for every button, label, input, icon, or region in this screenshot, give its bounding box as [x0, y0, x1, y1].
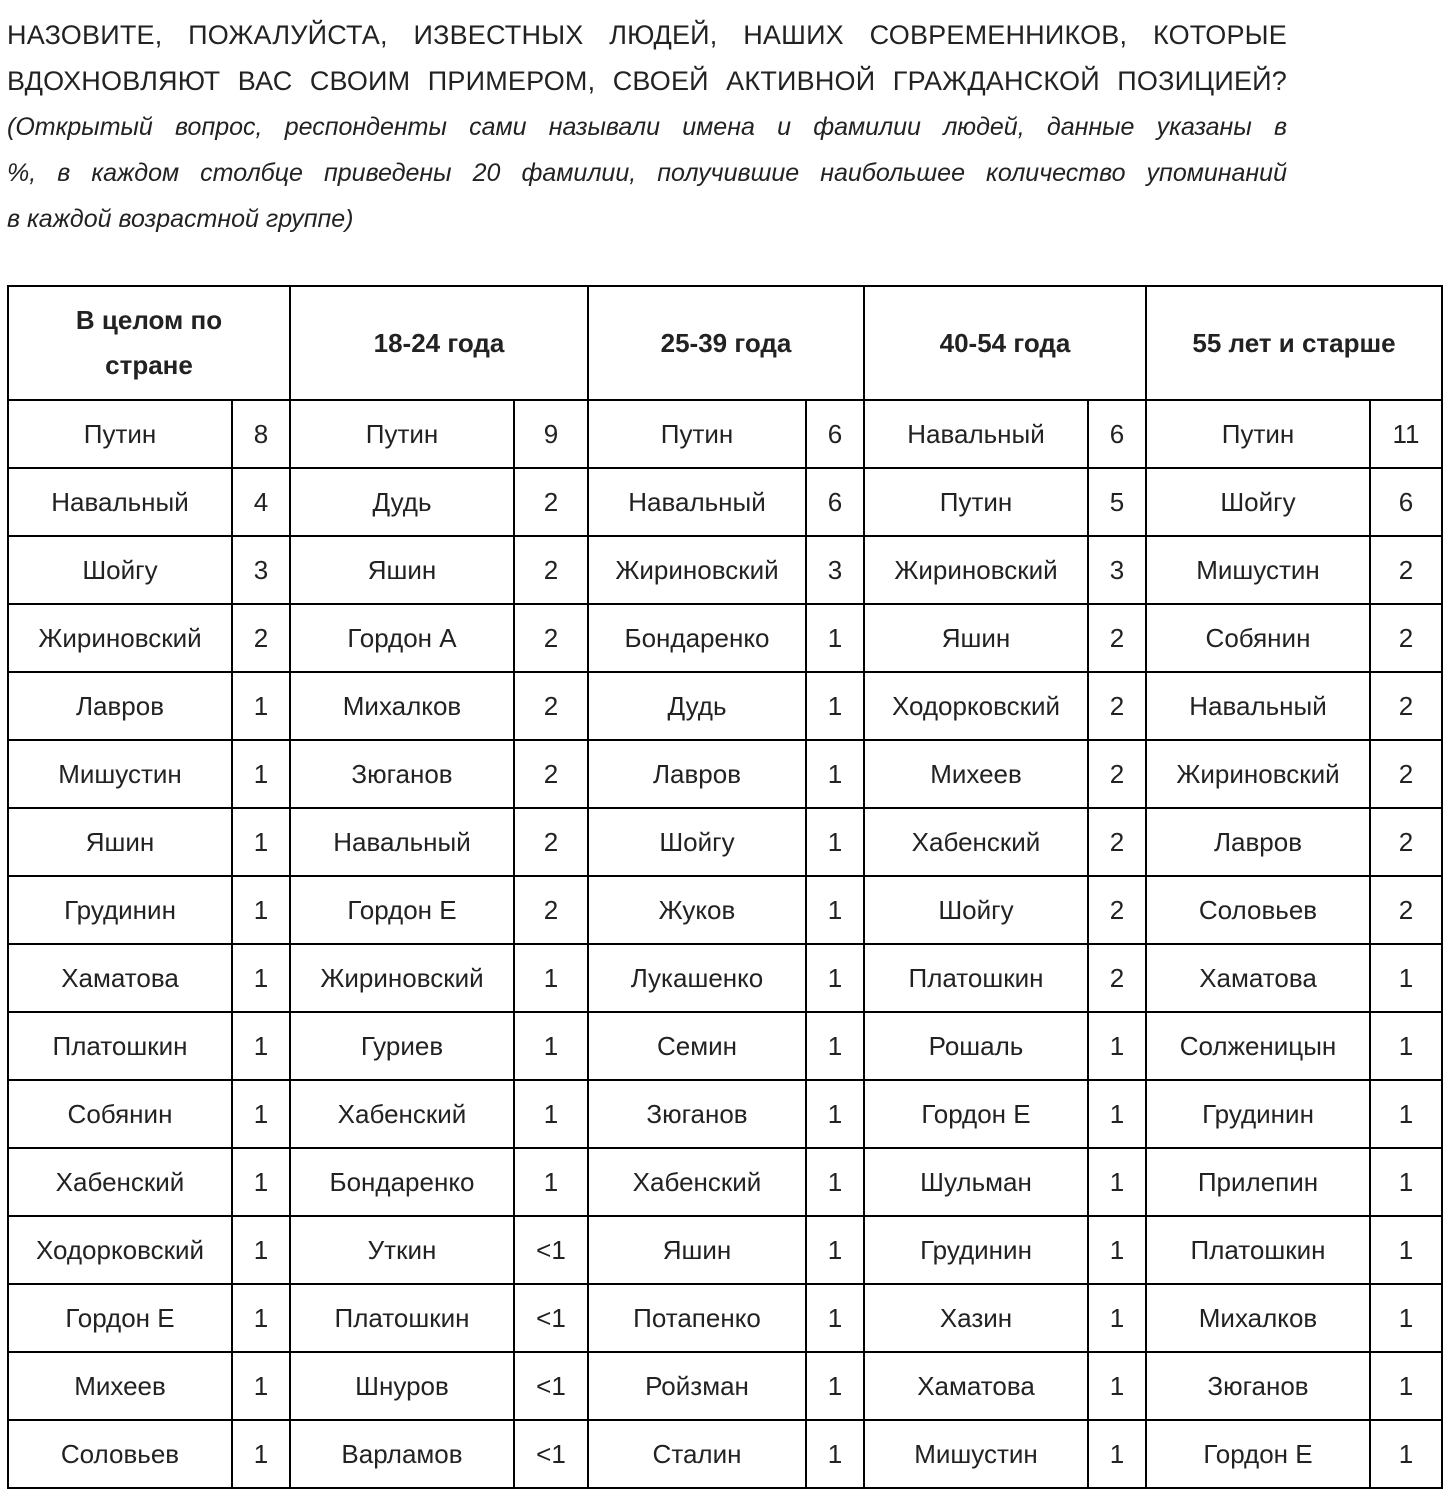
person-name-cell: Грудинин — [1146, 1080, 1370, 1148]
person-name-cell: Шнуров — [290, 1352, 514, 1420]
person-name-cell: Ходорковский — [864, 672, 1088, 740]
percent-value-cell: 1 — [232, 1284, 290, 1352]
percent-value-cell: 1 — [1370, 1080, 1442, 1148]
percent-value-cell: 3 — [806, 536, 864, 604]
person-name-cell: Лавров — [8, 672, 232, 740]
table-body — [8, 400, 1442, 1488]
percent-value-cell: <1 — [514, 1420, 588, 1488]
question-note — [7, 104, 1287, 242]
person-name-cell: Мишустин — [864, 1420, 1088, 1488]
person-name-cell: Рошаль — [864, 1012, 1088, 1080]
percent-value-cell: 6 — [1088, 400, 1146, 468]
person-name-cell: Семин — [588, 1012, 806, 1080]
percent-value-cell: 9 — [514, 400, 588, 468]
table-row — [8, 876, 1442, 944]
person-name-cell: Платошкин — [864, 944, 1088, 1012]
percent-value-cell: 2 — [232, 604, 290, 672]
person-name-cell: Михалков — [1146, 1284, 1370, 1352]
percent-value-cell: 4 — [232, 468, 290, 536]
percent-value-cell: 2 — [1370, 536, 1442, 604]
percent-value-cell: 2 — [1088, 808, 1146, 876]
table-row — [8, 604, 1442, 672]
person-name-cell: Хабенский — [588, 1148, 806, 1216]
person-name-cell: Соловьев — [1146, 876, 1370, 944]
percent-value-cell: 1 — [1088, 1352, 1146, 1420]
percent-value-cell: 1 — [1370, 1420, 1442, 1488]
note-line: в каждой возрастной группе) — [7, 205, 354, 233]
person-name-cell: Путин — [1146, 400, 1370, 468]
percent-value-cell: 5 — [1088, 468, 1146, 536]
person-name-cell: Шойгу — [588, 808, 806, 876]
percent-value-cell: 1 — [232, 740, 290, 808]
person-name-cell: Прилепин — [1146, 1148, 1370, 1216]
person-name-cell: Путин — [290, 400, 514, 468]
percent-value-cell: 1 — [1370, 944, 1442, 1012]
percent-value-cell: 1 — [806, 1216, 864, 1284]
percent-value-cell: 1 — [232, 1012, 290, 1080]
percent-value-cell: 2 — [1370, 604, 1442, 672]
percent-value-cell: 1 — [1088, 1420, 1146, 1488]
percent-value-cell: 1 — [806, 1420, 864, 1488]
percent-value-cell: 6 — [806, 400, 864, 468]
percent-value-cell: 1 — [806, 740, 864, 808]
percent-value-cell: 1 — [806, 808, 864, 876]
percent-value-cell: 1 — [806, 604, 864, 672]
person-name-cell: Навальный — [864, 400, 1088, 468]
person-name-cell: Бондаренко — [588, 604, 806, 672]
percent-value-cell: <1 — [514, 1352, 588, 1420]
person-name-cell: Путин — [8, 400, 232, 468]
percent-value-cell: 1 — [806, 1148, 864, 1216]
note-line: %, в каждом столбце приведены 20 фамилии, получившие наибольшее количество упоминаний — [7, 159, 1287, 187]
table-row — [8, 400, 1442, 468]
percent-value-cell: 2 — [514, 468, 588, 536]
percent-value-cell: <1 — [514, 1284, 588, 1352]
percent-value-cell: 2 — [514, 876, 588, 944]
percent-value-cell: 1 — [806, 672, 864, 740]
person-name-cell: Жириновский — [864, 536, 1088, 604]
person-name-cell: Мишустин — [8, 740, 232, 808]
person-name-cell: Ходорковский — [8, 1216, 232, 1284]
percent-value-cell: 2 — [1370, 876, 1442, 944]
column-header: 25-39 года — [588, 286, 864, 400]
person-name-cell: Сталин — [588, 1420, 806, 1488]
percent-value-cell: 1 — [806, 1080, 864, 1148]
percent-value-cell: 1 — [232, 876, 290, 944]
percent-value-cell: <1 — [514, 1216, 588, 1284]
percent-value-cell: 1 — [1088, 1012, 1146, 1080]
percent-value-cell: 3 — [1088, 536, 1146, 604]
percent-value-cell: 2 — [1088, 740, 1146, 808]
table-row — [8, 536, 1442, 604]
person-name-cell: Шульман — [864, 1148, 1088, 1216]
percent-value-cell: 1 — [1370, 1148, 1442, 1216]
person-name-cell: Жириновский — [1146, 740, 1370, 808]
person-name-cell: Михалков — [290, 672, 514, 740]
percent-value-cell: 1 — [232, 944, 290, 1012]
person-name-cell: Михеев — [864, 740, 1088, 808]
percent-value-cell: 2 — [1370, 672, 1442, 740]
percent-value-cell: 1 — [806, 1284, 864, 1352]
percent-value-cell: 1 — [514, 944, 588, 1012]
percent-value-cell: 1 — [232, 1352, 290, 1420]
person-name-cell: Гуриев — [290, 1012, 514, 1080]
person-name-cell: Гордон Е — [290, 876, 514, 944]
percent-value-cell: 1 — [1370, 1352, 1442, 1420]
percent-value-cell: 1 — [232, 672, 290, 740]
table-row — [8, 672, 1442, 740]
percent-value-cell: 1 — [1370, 1216, 1442, 1284]
table-row — [8, 1080, 1442, 1148]
person-name-cell: Дудь — [588, 672, 806, 740]
percent-value-cell: 3 — [232, 536, 290, 604]
percent-value-cell: 11 — [1370, 400, 1442, 468]
question-title: НАЗОВИТЕ, ПОЖАЛУЙСТА, ИЗВЕСТНЫХ ЛЮДЕЙ, НАШИХ СОВРЕМЕННИКОВ, КОТОРЫЕ ВДОХНОВЛЯЮТ ВАС СВОИМ ПРИМЕРОМ, СВОЕЙ АКТИВНОЙ ГРАЖДАНСКОЙ ПОЗИЦИЕЙ? — [7, 20, 1287, 96]
percent-value-cell: 2 — [1370, 740, 1442, 808]
percent-value-cell: 1 — [232, 808, 290, 876]
table-row — [8, 1420, 1442, 1488]
person-name-cell: Путин — [864, 468, 1088, 536]
person-name-cell: Шойгу — [864, 876, 1088, 944]
person-name-cell: Лукашенко — [588, 944, 806, 1012]
person-name-cell: Платошкин — [8, 1012, 232, 1080]
person-name-cell: Грудинин — [864, 1216, 1088, 1284]
note-line: (Открытый вопрос, респонденты сами называли имена и фамилии людей, данные указаны в — [7, 113, 1287, 141]
person-name-cell: Грудинин — [8, 876, 232, 944]
percent-value-cell: 1 — [1088, 1284, 1146, 1352]
percent-value-cell: 1 — [806, 944, 864, 1012]
percent-value-cell: 2 — [1370, 808, 1442, 876]
percent-value-cell: 1 — [1088, 1216, 1146, 1284]
person-name-cell: Бондаренко — [290, 1148, 514, 1216]
person-name-cell: Гордон Е — [8, 1284, 232, 1352]
results-table — [7, 285, 1443, 1489]
person-name-cell: Путин — [588, 400, 806, 468]
person-name-cell: Платошкин — [290, 1284, 514, 1352]
column-header: 55 лет и старше — [1146, 286, 1442, 400]
header-row — [8, 286, 1442, 400]
person-name-cell: Уткин — [290, 1216, 514, 1284]
column-header: В целом по стране — [8, 286, 290, 400]
table-row — [8, 740, 1442, 808]
person-name-cell: Хаматова — [1146, 944, 1370, 1012]
person-name-cell: Собянин — [1146, 604, 1370, 672]
person-name-cell: Яшин — [8, 808, 232, 876]
percent-value-cell: 1 — [232, 1216, 290, 1284]
person-name-cell: Гордон Е — [1146, 1420, 1370, 1488]
table-row — [8, 1148, 1442, 1216]
person-name-cell: Гордон Е — [864, 1080, 1088, 1148]
person-name-cell: Ройзман — [588, 1352, 806, 1420]
percent-value-cell: 1 — [232, 1080, 290, 1148]
percent-value-cell: 2 — [514, 672, 588, 740]
table-row — [8, 1284, 1442, 1352]
person-name-cell: Зюганов — [588, 1080, 806, 1148]
person-name-cell: Варламов — [290, 1420, 514, 1488]
percent-value-cell: 1 — [806, 1012, 864, 1080]
person-name-cell: Яшин — [588, 1216, 806, 1284]
person-name-cell: Гордон А — [290, 604, 514, 672]
percent-value-cell: 1 — [232, 1148, 290, 1216]
percent-value-cell: 1 — [1370, 1284, 1442, 1352]
person-name-cell: Хабенский — [864, 808, 1088, 876]
person-name-cell: Жириновский — [290, 944, 514, 1012]
person-name-cell: Солженицын — [1146, 1012, 1370, 1080]
percent-value-cell: 1 — [514, 1148, 588, 1216]
person-name-cell: Жириновский — [8, 604, 232, 672]
person-name-cell: Навальный — [1146, 672, 1370, 740]
person-name-cell: Мишустин — [1146, 536, 1370, 604]
table-row — [8, 1012, 1442, 1080]
percent-value-cell: 1 — [232, 1420, 290, 1488]
percent-value-cell: 1 — [1370, 1012, 1442, 1080]
percent-value-cell: 1 — [1088, 1080, 1146, 1148]
table-row — [8, 468, 1442, 536]
person-name-cell: Лавров — [1146, 808, 1370, 876]
person-name-cell: Собянин — [8, 1080, 232, 1148]
percent-value-cell: 1 — [514, 1012, 588, 1080]
person-name-cell: Потапенко — [588, 1284, 806, 1352]
person-name-cell: Яшин — [864, 604, 1088, 672]
percent-value-cell: 1 — [806, 876, 864, 944]
table-row — [8, 944, 1442, 1012]
person-name-cell: Зюганов — [290, 740, 514, 808]
percent-value-cell: 2 — [1088, 944, 1146, 1012]
person-name-cell: Жириновский — [588, 536, 806, 604]
percent-value-cell: 1 — [806, 1352, 864, 1420]
column-header: 40-54 года — [864, 286, 1146, 400]
percent-value-cell: 2 — [1088, 876, 1146, 944]
person-name-cell: Шойгу — [1146, 468, 1370, 536]
percent-value-cell: 1 — [1088, 1148, 1146, 1216]
person-name-cell: Хаматова — [8, 944, 232, 1012]
person-name-cell: Лавров — [588, 740, 806, 808]
person-name-cell: Михеев — [8, 1352, 232, 1420]
percent-value-cell: 2 — [1088, 604, 1146, 672]
person-name-cell: Жуков — [588, 876, 806, 944]
person-name-cell: Хаматова — [864, 1352, 1088, 1420]
person-name-cell: Соловьев — [8, 1420, 232, 1488]
table-row — [8, 808, 1442, 876]
percent-value-cell: 2 — [514, 604, 588, 672]
person-name-cell: Навальный — [290, 808, 514, 876]
person-name-cell: Зюганов — [1146, 1352, 1370, 1420]
person-name-cell: Яшин — [290, 536, 514, 604]
person-name-cell: Дудь — [290, 468, 514, 536]
table-row — [8, 1216, 1442, 1284]
person-name-cell: Навальный — [8, 468, 232, 536]
percent-value-cell: 2 — [514, 740, 588, 808]
person-name-cell: Хабенский — [290, 1080, 514, 1148]
person-name-cell: Шойгу — [8, 536, 232, 604]
percent-value-cell: 2 — [1088, 672, 1146, 740]
percent-value-cell: 2 — [514, 536, 588, 604]
percent-value-cell: 8 — [232, 400, 290, 468]
percent-value-cell: 1 — [514, 1080, 588, 1148]
person-name-cell: Хабенский — [8, 1148, 232, 1216]
person-name-cell: Хазин — [864, 1284, 1088, 1352]
column-header: 18-24 года — [290, 286, 588, 400]
table-row — [8, 1352, 1442, 1420]
percent-value-cell: 6 — [1370, 468, 1442, 536]
person-name-cell: Платошкин — [1146, 1216, 1370, 1284]
person-name-cell: Навальный — [588, 468, 806, 536]
percent-value-cell: 2 — [514, 808, 588, 876]
percent-value-cell: 6 — [806, 468, 864, 536]
